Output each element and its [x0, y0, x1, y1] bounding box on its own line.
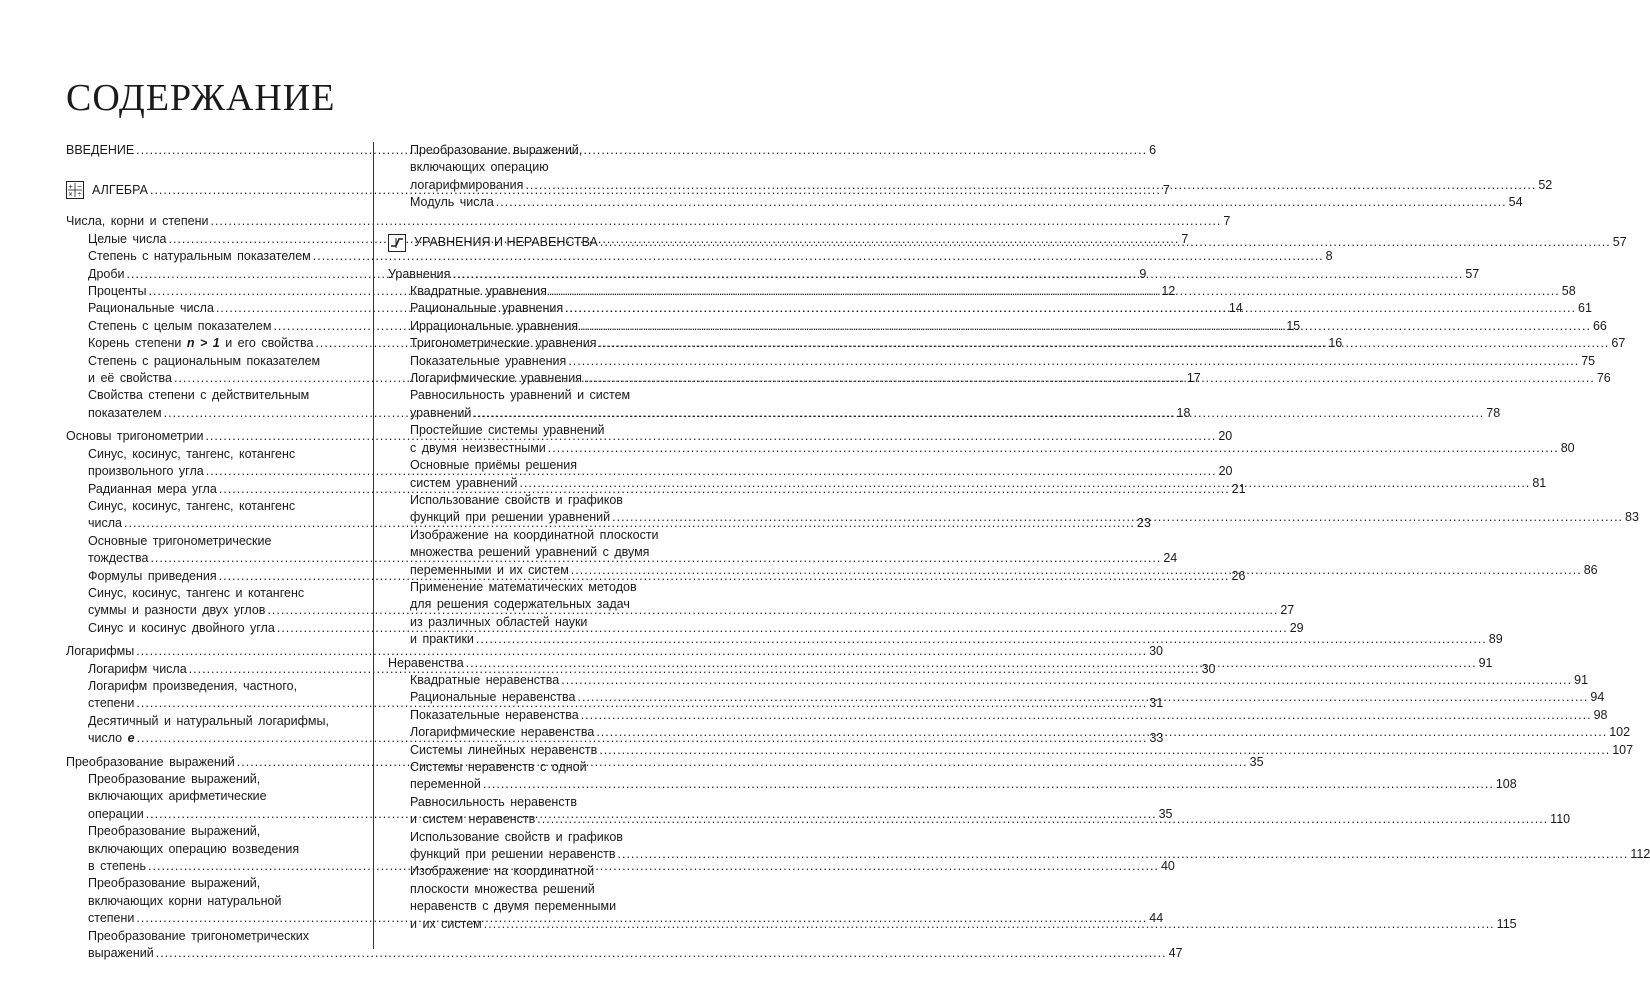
toc-entry[interactable]: Равносильность уравнений и систем уравнений ..... 78	[388, 387, 682, 422]
toc-entry[interactable]: Формулы приведения ..... 26	[66, 568, 360, 585]
toc-entry[interactable]: Радианная мера угла ..... 21	[66, 481, 360, 498]
toc-entry[interactable]: Проценты ..... 12	[66, 283, 360, 300]
toc-entry[interactable]: Преобразование выражений, включающих корни натуральной степени ..... 44	[66, 875, 360, 927]
toc-entry[interactable]: Простейшие системы уравнений с двумя неизвестными ..... 80	[388, 422, 682, 457]
toc-entry-numbers[interactable]: Числа, корни и степени ..... 7	[66, 213, 360, 230]
toc-entry[interactable]: Использование свойств и графиков функций при решении уравнений ..... 83	[388, 492, 682, 527]
svg-text:×: ×	[67, 191, 74, 199]
column-divider	[373, 142, 374, 949]
toc-entry-transform[interactable]: Преобразование выражений ..... 35	[66, 754, 360, 771]
toc-entry[interactable]: Тригонометрические уравнения ..... 67	[388, 335, 682, 352]
algebra-icon	[66, 181, 84, 199]
toc-entry[interactable]: Рациональные неравенства ..... 94	[388, 689, 682, 706]
toc-entry-logexpr[interactable]: Преобразование выражений, включающих операцию логарифмирования ..... 52	[388, 142, 682, 194]
toc-entry[interactable]: Преобразование тригонометрических выражений ..... 47	[66, 928, 360, 963]
toc-entry[interactable]: Преобразование выражений, включающих арифметические операции ..... 35	[66, 771, 360, 823]
toc-entry[interactable]: Изображение на координатной плоскости множества решений уравнений с двумя переменными и их систем ..... 86	[388, 527, 682, 579]
toc-entry[interactable]: Квадратные уравнения ..... 58	[388, 283, 682, 300]
toc-entry[interactable]: Системы неравенств с одной переменной ..... 108	[388, 759, 682, 794]
toc-entry-equations[interactable]: Уравнения ..... 57	[388, 266, 682, 283]
toc-entry-rational-power[interactable]: Степень с рациональным показателем и её свойства ..... 17	[66, 353, 360, 388]
svg-text:+: +	[67, 183, 74, 191]
toc-entry[interactable]: Синус, косинус, тангенс, котангенс произвольного угла ..... 20	[66, 446, 360, 481]
toc-section-equations[interactable]: УРАВНЕНИЯ И НЕРАВЕНСТВА ..... 57	[388, 232, 682, 254]
toc-entry[interactable]: Использование свойств и графиков функций при решении неравенств ..... 112	[388, 829, 682, 864]
toc-entry[interactable]: Показательные неравенства ..... 98	[388, 707, 682, 724]
toc-entry[interactable]: Синус и косинус двойного угла ..... 29	[66, 620, 360, 637]
toc-entry[interactable]: Логарифм числа ..... 30	[66, 661, 360, 678]
page-title: СОДЕРЖАНИЕ	[66, 77, 336, 119]
toc-entry[interactable]: Степень с натуральным показателем ..... 8	[66, 248, 360, 265]
toc-entry[interactable]: Степень с целым показателем ..... 15	[66, 318, 360, 335]
toc-entry[interactable]: Синус, косинус, тангенс, котангенс числа ..... 23	[66, 498, 360, 533]
toc-entry[interactable]: Логарифм произведения, частного, степени ..... 31	[66, 678, 360, 713]
toc-entry[interactable]: Основные тригонометрические тождества ..... 24	[66, 533, 360, 568]
toc-entry[interactable]: Рациональные уравнения ..... 61	[388, 300, 682, 317]
toc-entry-intro[interactable]: ВВЕДЕНИЕ ..... 6	[66, 142, 360, 159]
svg-text:÷: ÷	[76, 191, 83, 199]
svg-text:−: −	[76, 183, 83, 191]
toc-entry[interactable]: Логарифмические неравенства ..... 102	[388, 724, 682, 741]
toc-entry[interactable]: Десятичный и натуральный логарифмы, число e ..... 33	[66, 713, 360, 748]
toc-entry[interactable]: Квадратные неравенства ..... 91	[388, 672, 682, 689]
toc-entry[interactable]: Логарифмические уравнения ..... 76	[388, 370, 682, 387]
toc-entry[interactable]: Равносильность неравенств и систем неравенств ..... 110	[388, 794, 682, 829]
toc-entry[interactable]: Целые числа ..... 7	[66, 231, 360, 248]
toc-entry[interactable]: Изображение на координатной плоскости множества решений неравенств с двумя переменными и их систем ..... 115	[388, 863, 682, 933]
toc-entry[interactable]: Дроби ..... 9	[66, 266, 360, 283]
toc-entry[interactable]: Основные приёмы решения систем уравнений ..... 81	[388, 457, 682, 492]
toc-entry[interactable]: Синус, косинус, тангенс и котангенс суммы и разности двух углов ..... 27	[66, 585, 360, 620]
toc-section-algebra[interactable]: + − × ÷ АЛГЕБРА ..... 7	[66, 179, 360, 201]
toc-entry-inequalities[interactable]: Неравенства ..... 91	[388, 655, 682, 672]
toc-entry-trig[interactable]: Основы тригонометрии ..... 20	[66, 428, 360, 445]
toc-entry[interactable]: Рациональные числа ..... 14	[66, 300, 360, 317]
toc-entry-real-power[interactable]: Свойства степени с действительным показателем ..... 18	[66, 387, 360, 422]
toc-entry[interactable]: Иррациональные уравнения ..... 66	[388, 318, 682, 335]
toc-entry-log[interactable]: Логарифмы ..... 30	[66, 643, 360, 660]
toc-entry-root[interactable]: Корень степени n > 1 и его свойства ..... 16	[66, 335, 360, 352]
toc-entry[interactable]: Системы линейных неравенств ..... 107	[388, 742, 682, 759]
toc-entry-modulus[interactable]: Модуль числа ..... 54	[388, 194, 682, 211]
function-graph-icon	[388, 234, 406, 252]
toc-entry[interactable]: Показательные уравнения ..... 75	[388, 353, 682, 370]
toc-entry[interactable]: Преобразование выражений, включающих операцию возведения в степень ..... 40	[66, 823, 360, 875]
toc-entry[interactable]: Применение математических методов для решения содержательных задач из различных областей науки и практики ..... 89	[388, 579, 682, 649]
